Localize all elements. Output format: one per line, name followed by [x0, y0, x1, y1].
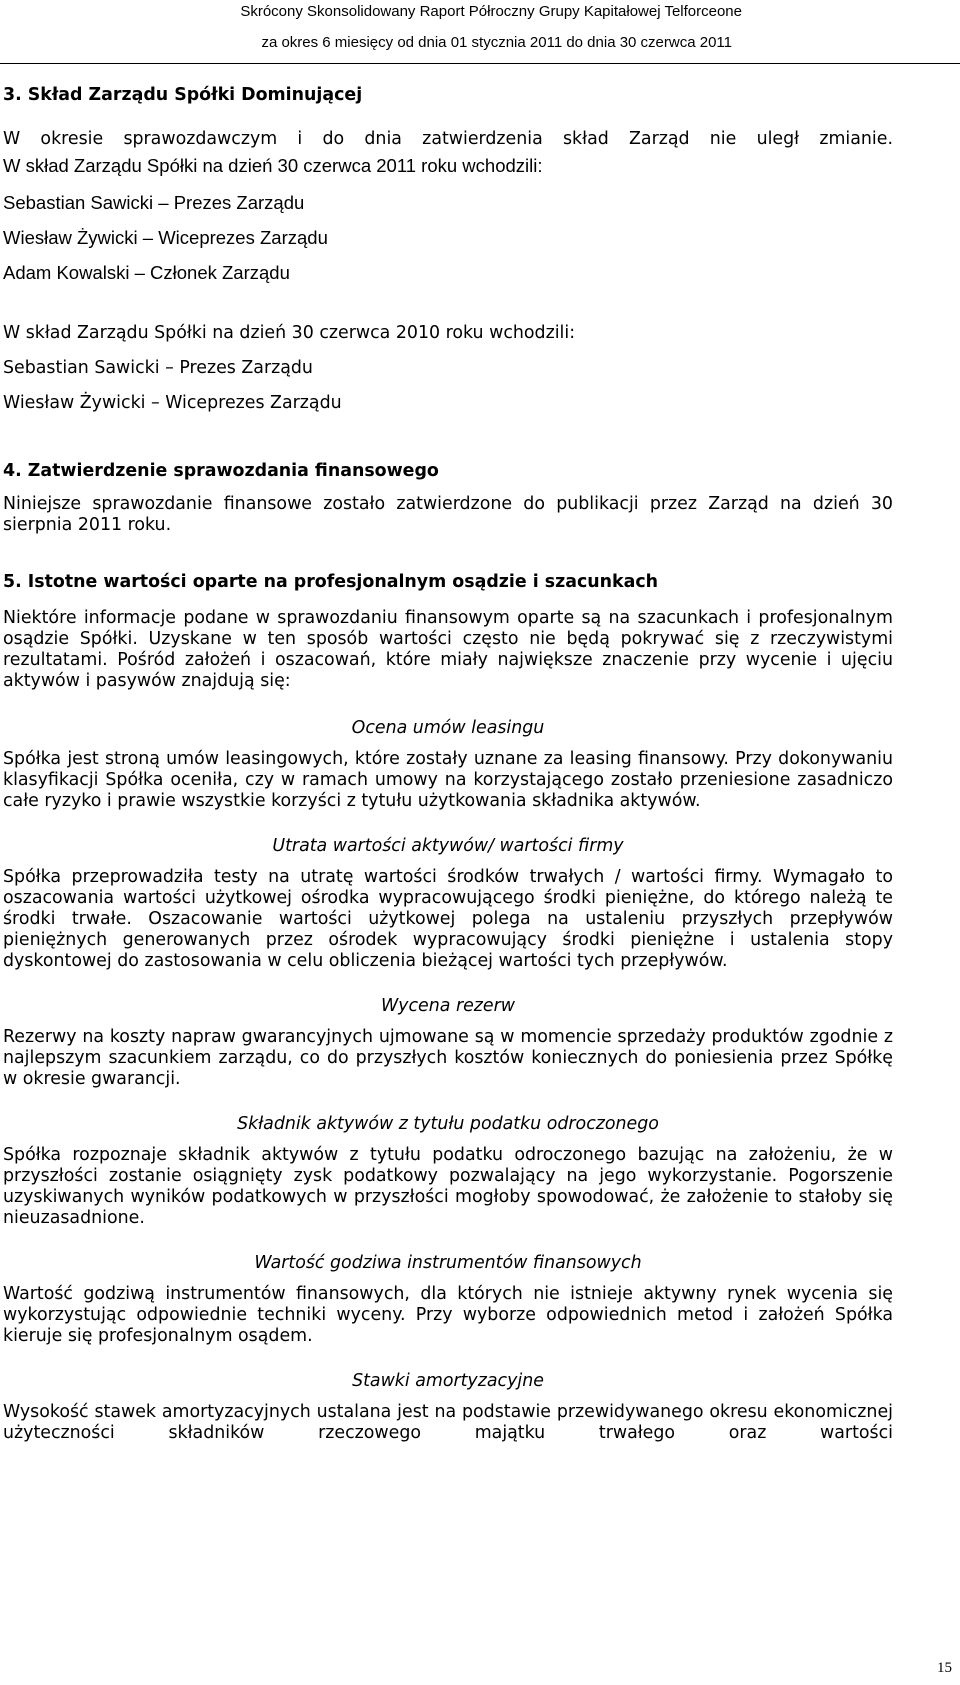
section-5-heading: 5. Istotne wartości oparte na profesjonalnym osądzie i szacunkach [3, 572, 659, 592]
sub-deferred-tax-text: Spółka rozpoznaje składnik aktywów z tytułu podatku odroczonego bazując na założeniu, że w przyszłości zostanie osiągnięty zysk podatkowy pozwalający na jego wykorzystanie. Pogorszenie uzyskiwanych wyników podatkowych w przyszłości mogłoby spowodować, że założenie to stałoby się nieuzasadnione. [3, 1145, 893, 1228]
page-header [0, 0, 960, 64]
s3-paragraph-3: W skład Zarządu Spółki na dzień 30 czerwca 2010 roku wchodzili: [3, 323, 576, 343]
report-title: Skrócony Skonsolidowany Raport Półroczny Grupy Kapitałowej Telforceone [240, 3, 742, 20]
sub-depreciation-title: Stawki amortyzacyjne [352, 1371, 544, 1391]
sub-fair-value-text: Wartość godziwą instrumentów finansowych, dla których nie istnieje aktywny rynek wycenia się wykorzystując odpowiednie techniki wyceny. Przy wyborze odpowiednich metod i założeń Spółka kieruje się profesjonalnym osądem. [3, 1284, 893, 1346]
sub-depreciation-text: Wysokość stawek amortyzacyjnych ustalana jest na podstawie przewidywanego okresu ekonomicznej użyteczności składników rzeczowego majątku trwałego oraz wartości [3, 1402, 893, 1443]
s4-paragraph-1: Niniejsze sprawozdanie finansowe zostało zatwierdzone do publikacji przez Zarząd na dzień 30 sierpnia 2011 roku. [3, 494, 893, 535]
sub-impairment-title: Utrata wartości aktywów/ wartości firmy [272, 836, 624, 856]
member-2011-2: Wiesław Żywicki – Wiceprezes Zarządu [3, 227, 328, 248]
document-body [3, 83, 893, 1444]
sub-deferred-tax-title: Składnik aktywów z tytułu podatku odroczonego [237, 1114, 659, 1134]
section-4-heading: 4. Zatwierdzenie sprawozdania finansowego [3, 461, 439, 481]
sub-impairment-text: Spółka przeprowadziła testy na utratę wartości środków trwałych / wartości firmy. Wymagało to oszacowania wartości użytkowej ośrodka wypracowującego środki pieniężne, do którego należą te środki trwałe. Oszacowanie wartości użytkowej polega na ustaleniu przyszłych przepływów pieniężnych generowanych przez ośrodek wypracowujący środki pieniężne i ustalenia stopy dyskontowej do zastosowania w celu obliczenia bieżącej wartości tych przepływów. [3, 867, 893, 971]
sub-provisions-text: Rezerwy na koszty napraw gwarancyjnych ujmowane są w momencie sprzedaży produktów zgodnie z najlepszym szacunkiem zarządu, co do przyszłych kosztów koniecznych do poniesienia przez Spółkę w okresie gwarancji. [3, 1027, 893, 1089]
sub-fair-value-title: Wartość godziwa instrumentów finansowych [254, 1253, 642, 1273]
page-number: 15 [937, 1660, 952, 1676]
member-2011-3: Adam Kowalski – Członek Zarządu [3, 262, 290, 283]
report-period: za okres 6 miesięcy od dnia 01 stycznia 2011 do dnia 30 czerwca 2011 [261, 34, 732, 51]
sub-leasing-title: Ocena umów leasingu [351, 718, 545, 738]
section-3-heading: 3. Skład Zarządu Spółki Dominującej [3, 85, 363, 105]
member-2010-2: Wiesław Żywicki – Wiceprezes Zarządu [3, 393, 342, 413]
s3-paragraph-1: W okresie sprawozdawczym i do dnia zatwierdzenia skład Zarząd nie uległ zmianie. [3, 129, 893, 149]
sub-leasing-text: Spółka jest stroną umów leasingowych, które zostały uznane za leasing finansowy. Przy dokonywaniu klasyfikacji Spółka oceniła, czy w ramach umowy na korzystającego zostało przeniesione zasadniczo całe ryzyko i prawie wszystkie korzyści z tytułu użytkowania składnika aktywów. [3, 749, 893, 811]
s3-paragraph-2: W skład Zarządu Spółki na dzień 30 czerwca 2011 roku wchodzili: [3, 155, 543, 176]
member-2010-1: Sebastian Sawicki – Prezes Zarządu [3, 358, 313, 378]
s5-intro: Niektóre informacje podane w sprawozdaniu finansowym oparte są na szacunkach i profesjonalnym osądzie Spółki. Uzyskane w ten sposób wartości często nie będą pokrywać się z rzeczywistymi rezultatami. Pośród założeń i oszacowań, które miały największe znaczenie przy wycenie i ujęciu aktywów i pasywów znajdują się: [3, 608, 893, 691]
sub-provisions-title: Wycena rezerw [380, 996, 515, 1016]
member-2011-1: Sebastian Sawicki – Prezes Zarządu [3, 192, 305, 213]
